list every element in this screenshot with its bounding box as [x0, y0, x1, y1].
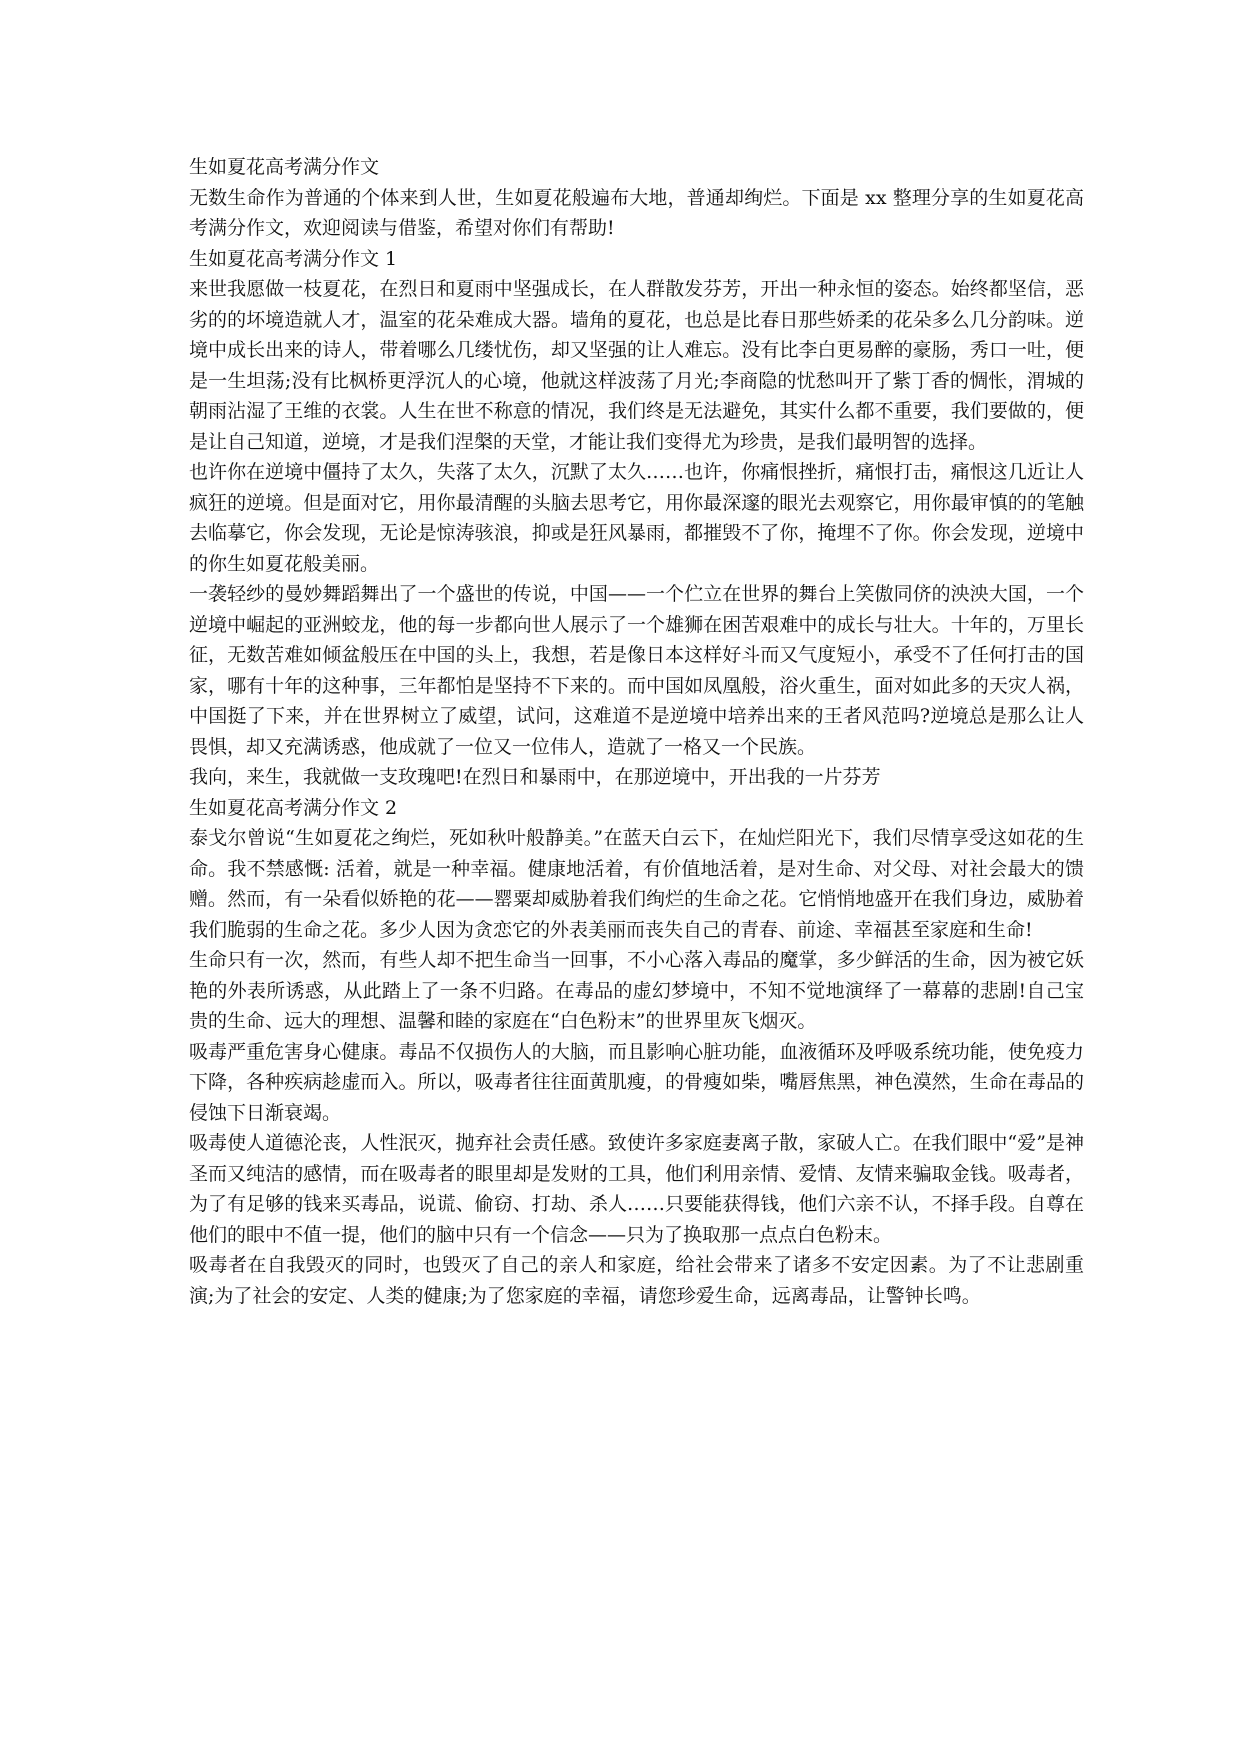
essay-1-paragraph: 我向，来生，我就做一支玫瑰吧!在烈日和暴雨中，在那逆境中，开出我的一片芬芳 — [189, 766, 881, 788]
essay-1-paragraph: 一袭轻纱的曼妙舞蹈舞出了一个盛世的传说，中国——一个伫立在世界的舞台上笑傲同侪的泱泱大国，一个逆境中崛起的亚洲蛟龙，他的每一步都向世人展示了一个雄狮在困苦艰难中的成长与壮大。十年的，万里长征，无数苦难如倾盆般压在中国的头上，我想，若是像日本这样好斗而又气度短小，承受不了任何打击的国家，哪有十年的这种事，三年都怕是坚持不下来的。而中国如凤凰般，浴火重生，面对如此多的天灾人祸，中国挺了下来，并在世界树立了威望，试问，这难道不是逆境中培养出来的王者风范吗?逆境总是那么让人畏惧，却又充满诱惑，他成就了一位又一位伟人，造就了一格又一个民族。 — [189, 583, 1084, 758]
essay-2-paragraph: 泰戈尔曾说“生如夏花之绚烂，死如秋叶般静美。”在蓝天白云下，在灿烂阳光下，我们尽情享受这如花的生命。我不禁感慨: 活着，就是一种幸福。健康地活着，有价值地活着，是对生命、对父母、对社会最大的馈赠。然而，有一朵看似娇艳的花——罂粟却威胁着我们绚烂的生命之花。它悄悄地盛开在我们身边，威胁着我们脆弱的生命之花。多少人因为贪恋它的外表美丽而丧失自己的青春、前途、幸福甚至家庭和生命! — [189, 827, 1084, 941]
essay-1-paragraph: 也许你在逆境中僵持了太久，失落了太久，沉默了太久……也许，你痛恨挫折，痛恨打击，痛恨这几近让人疯狂的逆境。但是面对它，用你最清醒的头脑去思考它，用你最深邃的眼光去观察它，用你最审慎的的笔触去临摹它，你会发现，无论是惊涛骇浪，抑或是狂风暴雨，都摧毁不了你，掩埋不了你。你会发现，逆境中的你生如夏花般美丽。 — [189, 461, 1084, 575]
essay-2-paragraph: 生命只有一次，然而，有些人却不把生命当一回事，不小心落入毒品的魔掌，多少鲜活的生命，因为被它妖艳的外表所诱惑，从此踏上了一条不归路。在毒品的虚幻梦境中，不知不觉地演绎了一幕幕的悲剧!自己宝贵的生命、远大的理想、温馨和睦的家庭在“白色粉末”的世界里灰飞烟灭。 — [189, 949, 1084, 1032]
essay-2-paragraph: 吸毒者在自我毁灭的同时，也毁灭了自己的亲人和家庭，给社会带来了诸多不安定因素。为了不让悲剧重演;为了社会的安定、人类的健康;为了您家庭的幸福，请您珍爱生命，远离毒品，让警钟长鸣。 — [189, 1254, 1084, 1307]
essay-2-paragraph: 吸毒严重危害身心健康。毒品不仅损伤人的大脑，而且影响心脏功能，血液循环及呼吸系统功能，使免疫力下降，各种疾病趁虚而入。所以，吸毒者往往面黄肌瘦，的骨瘦如柴，嘴唇焦黑，神色漠然，生命在毒品的侵蚀下日渐衰竭。 — [189, 1040, 1084, 1124]
essay-2-heading: 生如夏花高考满分作文 2 — [189, 796, 398, 819]
essay-1-heading: 生如夏花高考满分作文 1 — [189, 247, 398, 270]
essay-1-paragraph: 来世我愿做一枝夏花，在烈日和夏雨中坚强成长，在人群散发芬芳，开出一种永恒的姿态。始终都坚信，恶劣的的坏境造就人才，温室的花朵难成大器。墙角的夏花，也总是比春日那些娇柔的花朵多么几分韵味。逆境中成长出来的诗人，带着哪么几缕忧伤，却又坚强的让人难忘。没有比李白更易醉的豪肠，秀口一吐，便是一生坦荡;没有比枫桥更浮沉人的心境，他就这样波荡了月光;李商隐的忧愁叫开了紫丁香的惆怅，渭城的朝雨沾湿了王维的衣裳。人生在世不称意的情况，我们终是无法避免，其实什么都不重要，我们要做的，便是让自己知道，逆境，才是我们涅槃的天堂，才能让我们变得尤为珍贵，是我们最明智的选择。 — [189, 278, 1084, 453]
essay-2-paragraph: 吸毒使人道德沦丧，人性泯灭，抛弃社会责任感。致使许多家庭妻离子散，家破人亡。在我们眼中“爱”是神圣而又纯洁的感情，而在吸毒者的眼里却是发财的工具，他们利用亲情、爱情、友情来骗取金钱。吸毒者，为了有足够的钱来买毒品，说谎、偷窃、打劫、杀人……只要能获得钱，他们六亲不认，不择手段。自尊在他们的眼中不值一提，他们的脑中只有一个信念——只为了换取那一点点白色粉末。 — [189, 1132, 1084, 1246]
intro-paragraph: 无数生命作为普通的个体来到人世，生如夏花般遍布大地，普通却绚烂。下面是 xx 整理分享的生如夏花高考满分作文，欢迎阅读与借鉴，希望对你们有帮助! — [189, 186, 1084, 239]
document-title: 生如夏花高考满分作文 — [189, 156, 380, 178]
document-body — [189, 152, 1084, 1311]
